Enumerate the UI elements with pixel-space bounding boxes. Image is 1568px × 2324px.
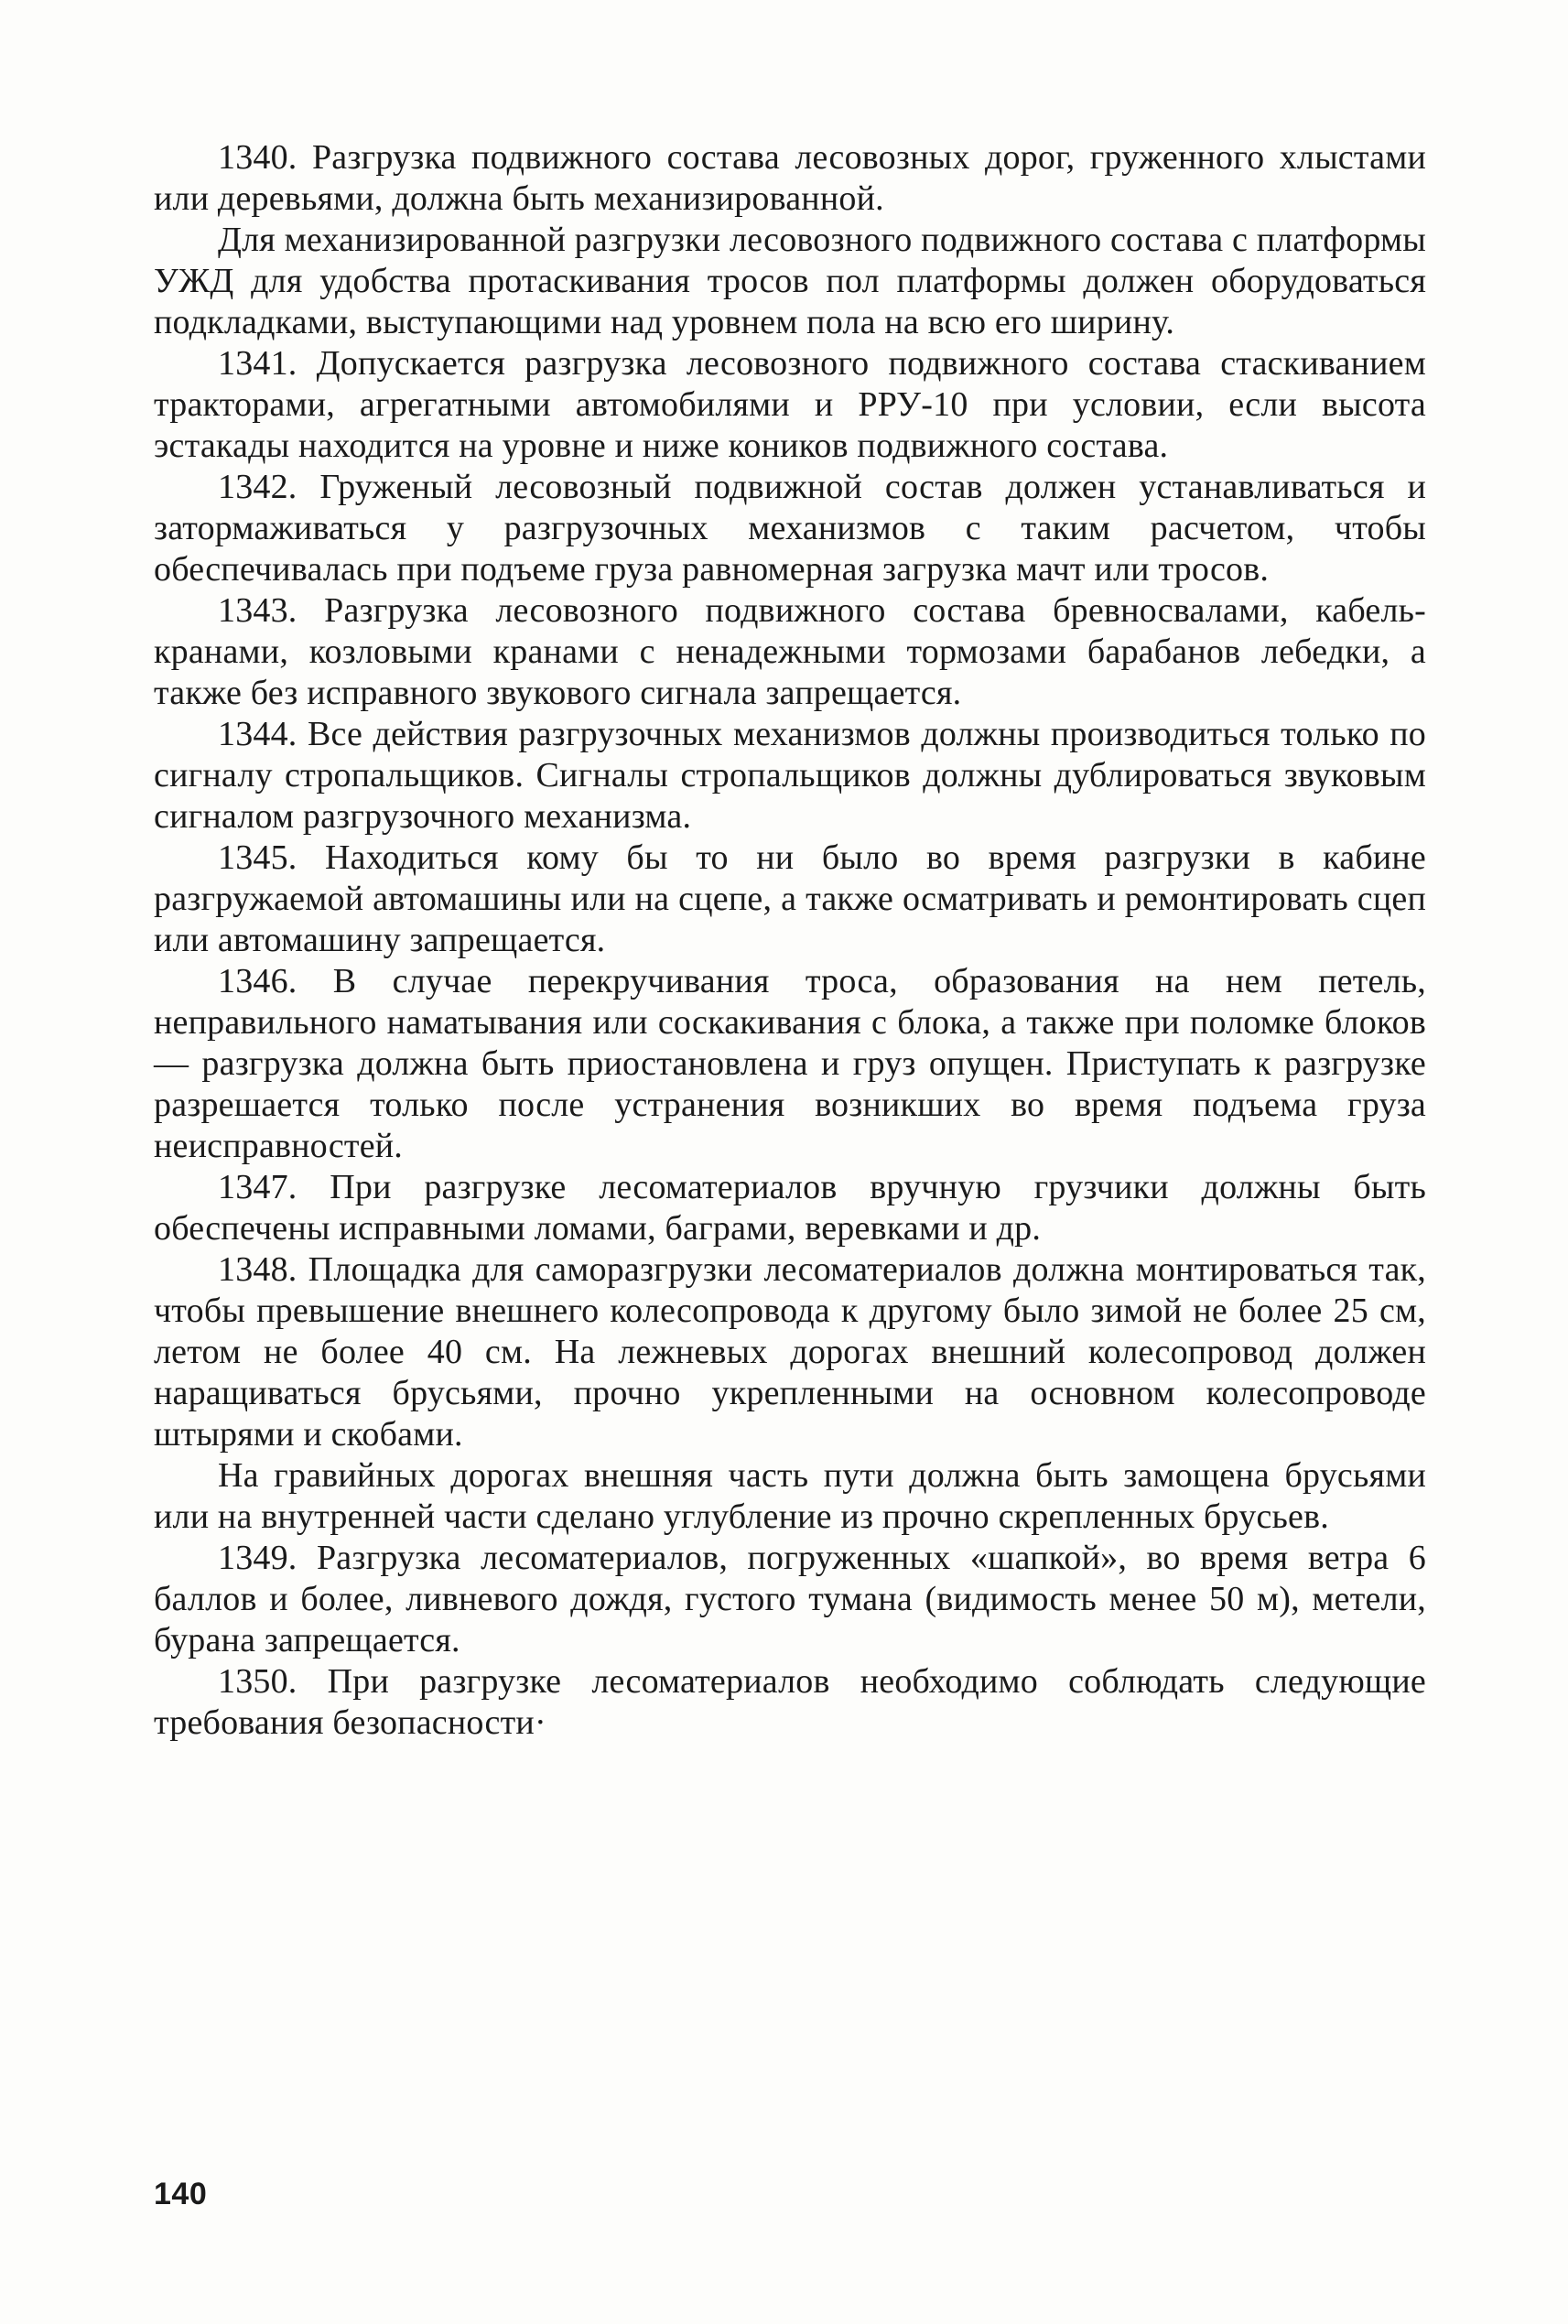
paragraph-1348-continuation: На гравийных дорогах внешняя часть пути должна быть замощена брусьями или на внутренней части сделано углубление из прочно скрепленных брусьев. xyxy=(154,1456,1426,1536)
paragraph-1345: 1345. Находиться кому бы то ни было во время разгрузки в кабине разгружаемой автомашины или на сцепе, а также осматривать и ремонтировать сцеп или автомашину запрещается. xyxy=(154,838,1426,959)
paragraph-1340: 1340. Разгрузка подвижного состава лесовозных дорог, груженного хлыстами или деревьями, должна быть механизированной. xyxy=(154,138,1426,218)
paragraph-1348: 1348. Площадка для саморазгрузки лесоматериалов должна монтироваться так, чтобы превышение внешнего колесопровода к другому было зимой не более 25 см, летом не более 40 см. На лежневых дорогах внешний колесопровод должен наращиваться брусьями, прочно укрепленными на основном колесопроводе штырями и скобами. xyxy=(154,1250,1426,1454)
paragraph-1349: 1349. Разгрузка лесоматериалов, погруженных «шапкой», во время ветра 6 баллов и более, ливневого дождя, густого тумана (видимость менее 50 м), метели, бурана запрещается. xyxy=(154,1539,1426,1659)
page-number: 140 xyxy=(154,2177,208,2211)
paragraph-1344: 1344. Все действия разгрузочных механизмов должны производиться только по сигналу стропальщиков. Сигналы стропальщиков должны дублироваться звуковым сигналом разгрузочного механизма. xyxy=(154,715,1426,836)
paragraph-1341: 1341. Допускается разгрузка лесовозного подвижного состава стаскиванием тракторами, агрегатными автомобилями и РРУ-10 при условии, если высота эстакады находится на уровне и ниже коников подвижного состава. xyxy=(154,344,1426,465)
paragraph-1347: 1347. При разгрузке лесоматериалов вручную грузчики должны быть обеспечены исправными ломами, баграми, веревками и др. xyxy=(154,1168,1426,1248)
paragraph-1343: 1343. Разгрузка лесовозного подвижного состава бревносвалами, кабель-кранами, козловыми кранами с ненадежными тормозами барабанов лебедки, а также без исправного звукового сигнала запрещается. xyxy=(154,591,1426,712)
paragraph-1340-continuation: Для механизированной разгрузки лесовозного подвижного состава с платформы УЖД для удобства протаскивания тросов пол платформы должен оборудоваться подкладками, выступающими над уровнем пола на всю его ширину. xyxy=(154,221,1426,341)
paragraph-1350: 1350. При разгрузке лесоматериалов необходимо соблюдать следующие требования безопасности· xyxy=(154,1662,1426,1742)
paragraph-1342: 1342. Груженый лесовозный подвижной состав должен устанавливаться и затормаживаться у разгрузочных механизмов с таким расчетом, чтобы обеспечивалась при подъеме груза равномерная загрузка мачт или тросов. xyxy=(154,468,1426,589)
paragraph-1346: 1346. В случае перекручивания троса, образования на нем петель, неправильного наматывания или соскакивания с блока, а также при поломке блоков — разгрузка должна быть приостановлена и груз опущен. Приступать к разгрузке разрешается только после устранения возникших во время подъема груза неисправностей. xyxy=(154,962,1426,1165)
page-body-text xyxy=(154,137,1426,1744)
